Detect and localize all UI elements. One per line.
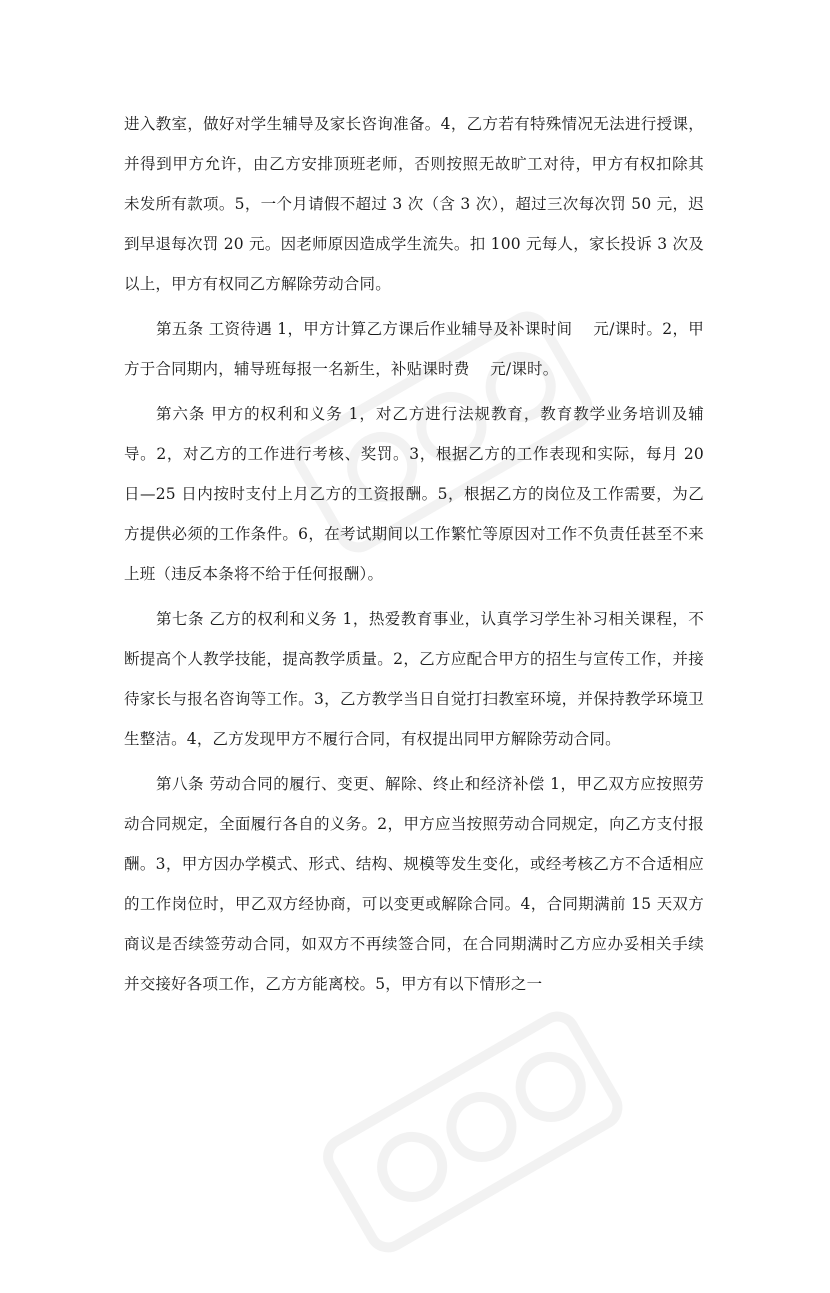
paragraph-continuation: 进入教室，做好对学生辅导及家长咨询准备。4，乙方若有特殊情况无法进行授课，并得到甲方允许，由乙方安排顶班老师，否则按照无故旷工对待，甲方有权扣除其未发所有款项。5，一个月请假不超过 3 次（含 3 次），超过三次每次罚 50 元，迟到早退每次罚 20 元。因老师原因造成学生流失。扣 100 元每人，家长投诉 3 次及以上，甲方有权同乙方解除劳动合同。 <box>124 115 704 293</box>
paragraph-article-5: 第五条 工资待遇 1，甲方计算乙方课后作业辅导及补课时间 元/课时。2，甲方于合同期内，辅导班每报一名新生，补贴课时费 元/课时。 <box>124 320 704 378</box>
document-body <box>124 104 704 1009</box>
paragraph-article-8: 第八条 劳动合同的履行、变更、解除、终止和经济补偿 1，甲乙双方应按照劳动合同规定，全面履行各自的义务。2，甲方应当按照劳动合同规定，向乙方支付报酬。3，甲方因办学模式、形式、结构、规模等发生变化，或经考核乙方不合适相应的工作岗位时，甲乙双方经协商，可以变更或解除合同。4，合同期满前 15 天双方商议是否续签劳动合同，如双方不再续签合同，在合同期满时乙方应办妥相关手续并交接好各项工作，乙方方能离校。5，甲方有以下情形之一 <box>124 775 704 993</box>
paragraph-article-7: 第七条 乙方的权利和义务 1，热爱教育事业，认真学习学生补习相关课程，不断提高个人教学技能，提高教学质量。2，乙方应配合甲方的招生与宣传工作，并接待家长与报名咨询等工作。3，乙方教学当日自觉打扫教室环境，并保持教学环境卫生整洁。4，乙方发现甲方不履行合同，有权提出同甲方解除劳动合同。 <box>124 610 704 748</box>
paragraph-article-6: 第六条 甲方的权利和义务 1，对乙方进行法规教育，教育教学业务培训及辅导。2，对乙方的工作进行考核、奖罚。3，根据乙方的工作表现和实际，每月 20 日—25 日内按时支付上月乙方的工资报酬。5，根据乙方的岗位及工作需要，为乙方提供必须的工作条件。6，在考试期间以工作繁忙等原因对工作不负责任甚至不来上班（违反本条将不给于任何报酬）。 <box>124 405 704 583</box>
watermark-graphic-lower <box>308 996 652 1292</box>
